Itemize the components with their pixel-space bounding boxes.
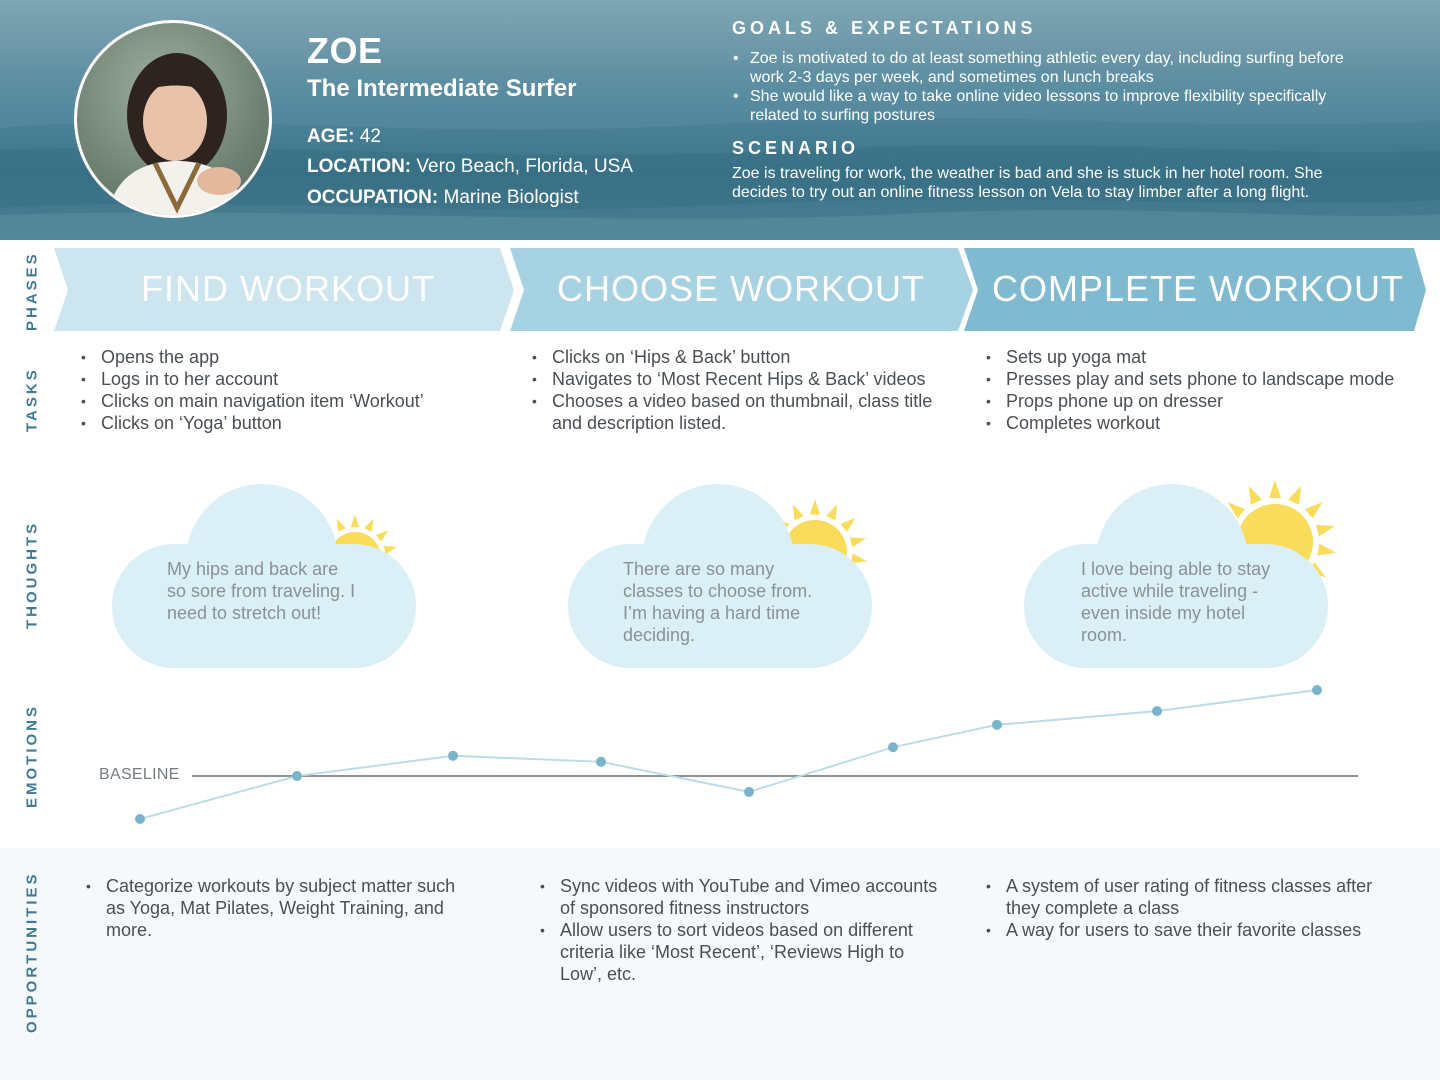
- phase-title: CHOOSE WORKOUT: [556, 268, 925, 309]
- persona-role: The Intermediate Surfer: [307, 75, 577, 102]
- thought-text: My hips and back are so sore from traveling. I need to stretch out!: [167, 559, 356, 623]
- task-item: • Clicks on ‘Hips & Back’ button: [532, 347, 791, 367]
- opportunity-item: • Sync videos with YouTube and Vimeo accounts of sponsored fitness instructors: [540, 876, 938, 918]
- emotion-point-5: [744, 787, 754, 797]
- task-item: • Navigates to ‘Most Recent Hips & Back’ videos: [532, 369, 926, 389]
- phase-title: COMPLETE WORKOUT: [991, 268, 1405, 309]
- emotion-chart: [0, 680, 1440, 840]
- goal-text: She would like a way to take online video lessons to improve flexibility specifically related to surfing postures: [750, 88, 1327, 124]
- opportunity-list: [86, 875, 471, 941]
- persona-age: [307, 126, 381, 148]
- persona-location: [307, 156, 633, 178]
- task-item: • Clicks on main navigation item ‘Workout’: [81, 391, 424, 411]
- phase-title: FIND WORKOUT: [141, 268, 435, 309]
- row-label-tasks: TASKS: [23, 367, 41, 433]
- goal-item: • She would like a way to take online video lessons to improve flexibility specifically related to surfing postures: [733, 88, 1327, 124]
- persona-name: ZOE: [307, 30, 383, 71]
- goal-text: Zoe is motivated to do at least something athletic every day, including surfing before work 2-3 days per week, and sometimes on lunch breaks: [750, 50, 1344, 86]
- row-label-thoughts: THOUGHTS: [23, 520, 41, 630]
- thought-text: There are so many classes to choose from. I’m having a hard time deciding.: [623, 559, 813, 645]
- task-item: • Chooses a video based on thumbnail, class title and description listed.: [532, 391, 933, 433]
- task-item: • Sets up yoga mat: [986, 347, 1147, 367]
- emotion-point-6: [888, 742, 898, 752]
- task-item: • Opens the app: [81, 347, 220, 367]
- task-item: • Completes workout: [986, 413, 1161, 433]
- goal-item: • Zoe is motivated to do at least something athletic every day, including surfing before work 2-3 days per week, and sometimes on lunch breaks: [733, 50, 1344, 86]
- opportunity-list: [986, 875, 1386, 941]
- person-icon: [77, 23, 272, 218]
- opportunity-item: • A system of user rating of fitness classes after they complete a class: [986, 876, 1373, 918]
- occupation-label: OCCUPATION:: [307, 187, 439, 208]
- opportunity-item: • A way for users to save their favorite classes: [986, 920, 1362, 940]
- occupation-value: Marine Biologist: [443, 187, 579, 208]
- row-label-emotions: EMOTIONS: [23, 704, 41, 809]
- task-item: • Presses play and sets phone to landscape mode: [986, 369, 1395, 389]
- row-label-opportunities: OPPORTUNITIES: [23, 871, 41, 1033]
- scenario-text: Zoe is traveling for work, the weather is bad and she is stuck in her hotel room. She decides to try out an online fitness lesson on Vela to stay limber after a long flight.: [732, 165, 1323, 201]
- baseline-label: BASELINE: [99, 766, 180, 783]
- age-value: 42: [359, 126, 381, 147]
- scenario-title: SCENARIO: [732, 138, 860, 158]
- opportunity-item: • Categorize workouts by subject matter such as Yoga, Mat Pilates, Weight Training, and more.: [86, 876, 456, 940]
- emotion-line: [140, 690, 1317, 819]
- thought-text: I love being able to stay active while traveling - even inside my hotel room.: [1081, 559, 1271, 645]
- task-list: [986, 346, 1396, 434]
- persona-header: [0, 0, 1440, 240]
- opportunity-item: • Allow users to sort videos based on different criteria like ‘Most Recent’, ‘Reviews High to Low’, etc.: [540, 920, 913, 984]
- emotion-point-7: [992, 720, 1002, 730]
- opportunity-list: [540, 875, 940, 985]
- task-item: • Clicks on ‘Yoga’ button: [81, 413, 282, 433]
- persona-occupation: [307, 187, 579, 209]
- emotion-point-9: [1312, 685, 1322, 695]
- emotion-point-3: [448, 751, 458, 761]
- emotion-point-2: [292, 771, 302, 781]
- task-list: [81, 346, 501, 434]
- emotion-points: [135, 685, 1322, 824]
- location-value: Vero Beach, Florida, USA: [416, 156, 633, 177]
- row-label-phases: PHASES: [23, 251, 41, 331]
- task-item: • Logs in to her account: [81, 369, 279, 389]
- task-item: • Props phone up on dresser: [986, 391, 1224, 411]
- goals-title: GOALS & EXPECTATIONS: [732, 18, 1037, 38]
- emotion-point-8: [1152, 706, 1162, 716]
- emotion-point-4: [596, 757, 606, 767]
- age-label: AGE:: [307, 126, 355, 147]
- location-label: LOCATION:: [307, 156, 412, 177]
- avatar: [74, 20, 272, 218]
- emotion-point-1: [135, 814, 145, 824]
- task-list: [532, 346, 947, 434]
